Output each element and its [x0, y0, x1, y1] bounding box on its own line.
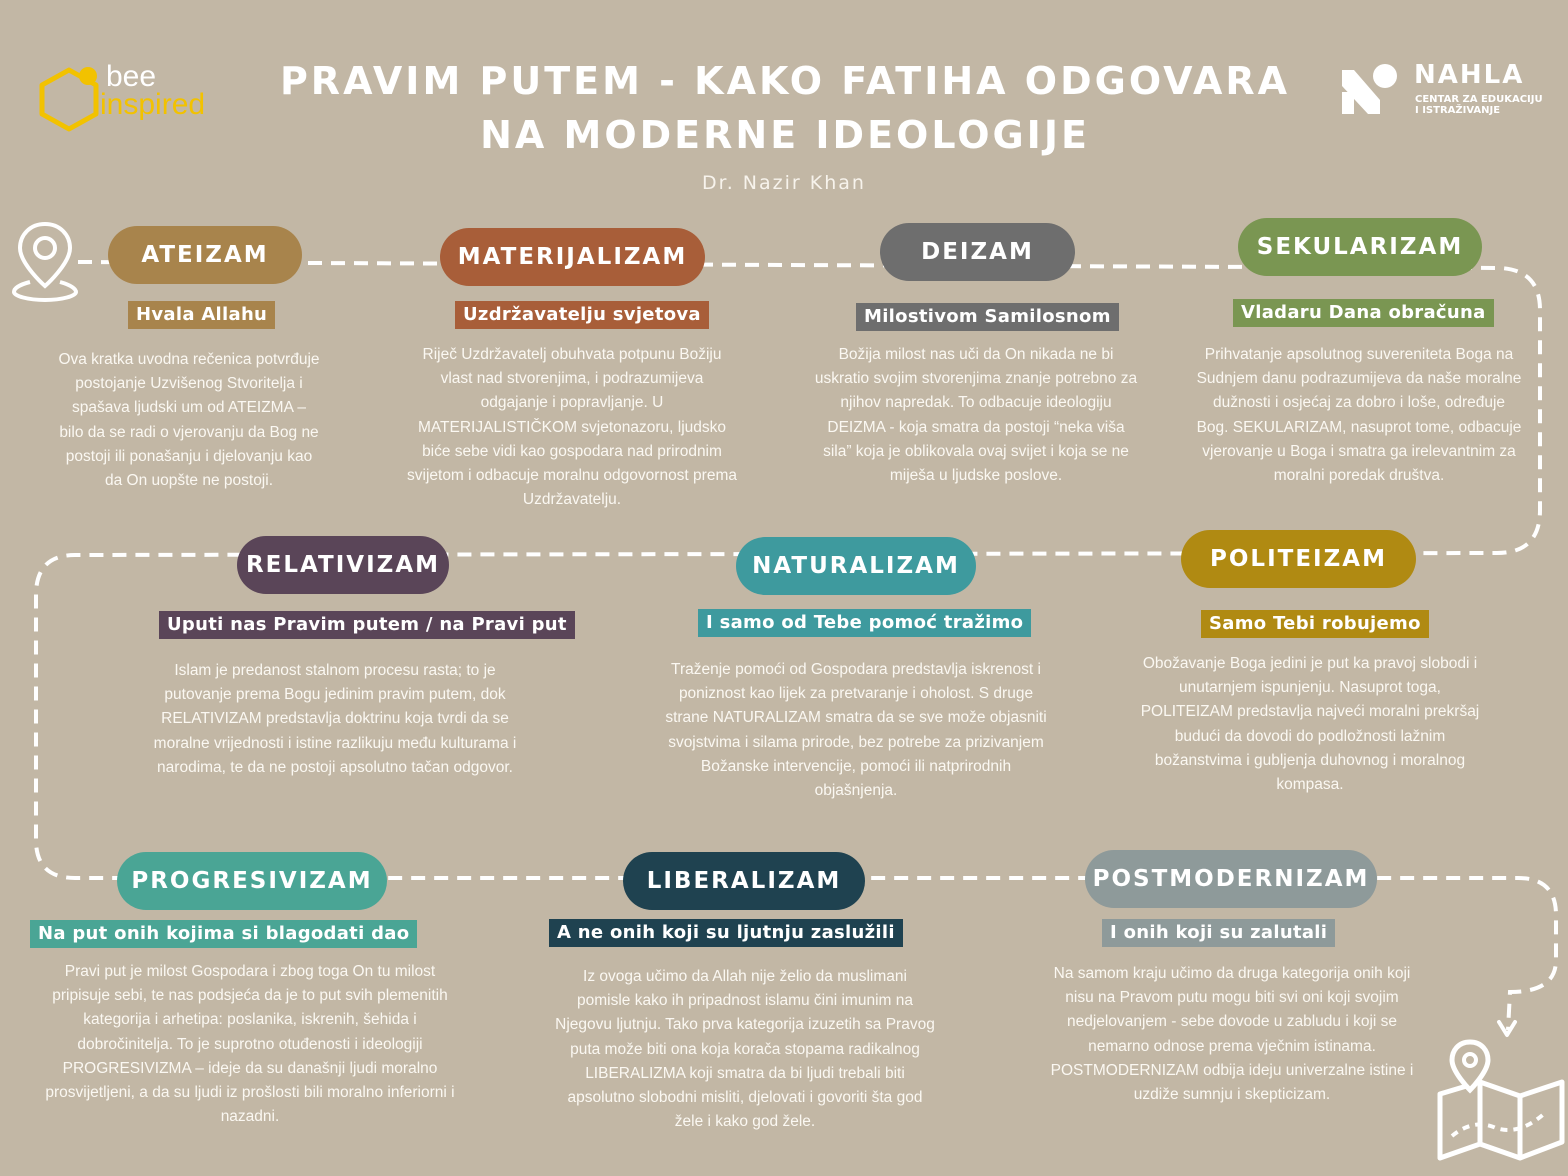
verse-label-sekularizam: Vladaru Dana obračuna [1233, 299, 1494, 327]
logo-word-inspired: inspired [100, 88, 206, 121]
desc-materijalizam: Riječ Uzdržavatelj obuhvata potpunu Božiju vlast nad stvorenjima, i podrazumijeva odgajanje i popravljanje. U MATERIJALISTIČKOM svjetonazoru, ljudsko biće sebe vidi kao gospodara nad prirodnim svijetom i odbacuje moralnu odgovornost prema Uzdržavatelju. [407, 346, 737, 509]
pill-liberalizam: LIBERALIZAM [623, 852, 865, 910]
folded-map-icon [1434, 1036, 1568, 1166]
page-title-line2: NA MODERNE IDEOLOGIJE [480, 113, 1090, 157]
pill-deizam: DEIZAM [880, 223, 1075, 281]
verse-label-ateizam: Hvala Allahu [128, 301, 275, 329]
verse-label-deizam: Milostivom Samilosnom [856, 303, 1119, 331]
pill-postmodernizam: POSTMODERNIZAM [1085, 850, 1377, 908]
nahla-mark-icon [1340, 62, 1398, 116]
author-subtitle: Dr. Nazir Khan [702, 172, 866, 194]
pill-progresivizam: PROGRESIVIZAM [117, 852, 387, 910]
desc-progresivizam: Pravi put je milost Gospodara i zbog toga On tu milost pripisuje sebi, te nas podsjeća da je to put svih plemenitih kategorija i arhetipa: poslanika, iskrenih, šehida i dobročinitelja. To je suprotno otuđenosti i ideologiji PROGRESIVIZMA – ideje da su današnji ljudi moralno prosvijetljeni, a da su ljudi iz prošlosti bili moralno inferiorni i nazadni. [45, 963, 455, 1126]
verse-label-relativizam: Uputi nas Pravim putem / na Pravi put [159, 611, 575, 639]
verse-label-politeizam: Samo Tebi robujemo [1201, 610, 1429, 638]
logo-tagline-line1: CENTAR ZA EDUKACIJU [1415, 94, 1543, 105]
verse-label-naturalizam: I samo od Tebe pomoć tražimo [698, 609, 1031, 637]
hexagon-logo-icon [36, 64, 102, 134]
logo-word-bee: bee [106, 60, 157, 93]
desc-naturalizam: Traženje pomoći od Gospodara predstavlja iskrenost i poniznost kao lijek za pretvaranje i oholost. S druge strane NATURALIZAM smatra da se sve može objasniti svojstvima i silama prirode, bez potrebe za prizivanjem Božanske intervencije, pomoći ili natprirodnih objašnjenja. [665, 661, 1047, 800]
logo-tagline-line2: I ISTRAŽIVANJE [1415, 105, 1501, 116]
desc-deizam: Božija milost nas uči da On nikada ne bi uskratio svojim stvorenjima znanje potrebno za njihov napredak. To odbacuje ideologiju DEIZMA - koja smatra da postoji “neka viša sila” koja je oblikovala ovaj svijet i koja se ne miješa u ljudske poslove. [814, 346, 1138, 485]
desc-postmodernizam: Na samom kraju učimo da druga kategorija onih koji nisu na Pravom putu mogu biti svi oni koji svojim nedjelovanjem - sebe dovode u zabludu i koji se nemarno odnose prema vječnim istinama. POSTMODERNIZAM odbija ideju univerzalne istine i uzdiže sumnju i skepticizam. [1050, 965, 1414, 1104]
pill-sekularizam: SEKULARIZAM [1238, 218, 1482, 276]
map-pin-icon [8, 218, 82, 304]
desc-sekularizam: Prihvatanje apsolutnog suvereniteta Boga na Sudnjem danu podrazumijeva da naše moralne dužnosti i osjećaj za dobro i loše, određuje Bog. SEKULARIZAM, nasuprot tome, odbacuje vjerovanje u Boga i smatra ga irelevantnim za moralni poredak društva. [1196, 346, 1522, 485]
page-title-line1: PRAVIM PUTEM - KAKO FATIHA ODGOVARA [279, 59, 1291, 103]
pill-materijalizam: MATERIJALIZAM [440, 228, 705, 286]
desc-politeizam: Obožavanje Boga jedini je put ka pravoj slobodi i unutarnjem ispunjenju. Nasuprot toga, POLITEIZAM predstavlja najveći moralni prekršaj budući da dovodi do podložnosti lažnim božanstvima i gubljenja duhovnog i moralnog kompasa. [1140, 655, 1480, 794]
logo-tagline [1415, 94, 1555, 116]
pill-naturalizam: NATURALIZAM [736, 537, 976, 595]
verse-label-postmodernizam: I onih koji su zalutali [1102, 919, 1335, 947]
desc-liberalizam: Iz ovoga učimo da Allah nije želio da muslimani pomisle kako ih pripadnost islamu čini imunim na Njegovu ljutnju. Tako prva kategorija izuzetih sa Pravog puta može biti ona koja korača stopama radikalnog LIBERALIZMA koji smatra da bi ljudi trebali biti apsolutno slobodni misliti, djelovati i govoriti šta god žele i kako god žele. [555, 968, 935, 1131]
verse-label-materijalizam: Uzdržavatelju svjetova [455, 301, 709, 329]
pill-ateizam: ATEIZAM [108, 226, 302, 284]
logo-nahla [1338, 60, 1548, 120]
logo-bee-inspired [36, 60, 226, 134]
pill-relativizam: RELATIVIZAM [237, 536, 449, 594]
verse-label-liberalizam: A ne onih koji su ljutnju zaslužili [549, 919, 903, 947]
desc-relativizam: Islam je predanost stalnom procesu rasta; to je putovanje prema Bogu jedinim pravim putem, dok RELATIVIZAM predstavlja doktrinu koja tvrdi da se moralne vrijednosti i istine razlikuju među kulturama i narodima, te da ne postoji apsolutno tačan odgovor. [153, 662, 517, 776]
desc-ateizam: Ova kratka uvodna rečenica potvrđuje postojanje Uzvišenog Stvoritelja i spašava ljudski um od ATEIZMA – bilo da se radi o vjerovanju da Bog ne postoji ili ponašanju i djelovanju kao da On uopšte ne postoji. [58, 351, 320, 490]
verse-label-progresivizam: Na put onih kojima si blagodati dao [30, 920, 417, 948]
logo-brand-name: NAHLA [1414, 60, 1525, 90]
pill-politeizam: POLITEIZAM [1181, 530, 1416, 588]
